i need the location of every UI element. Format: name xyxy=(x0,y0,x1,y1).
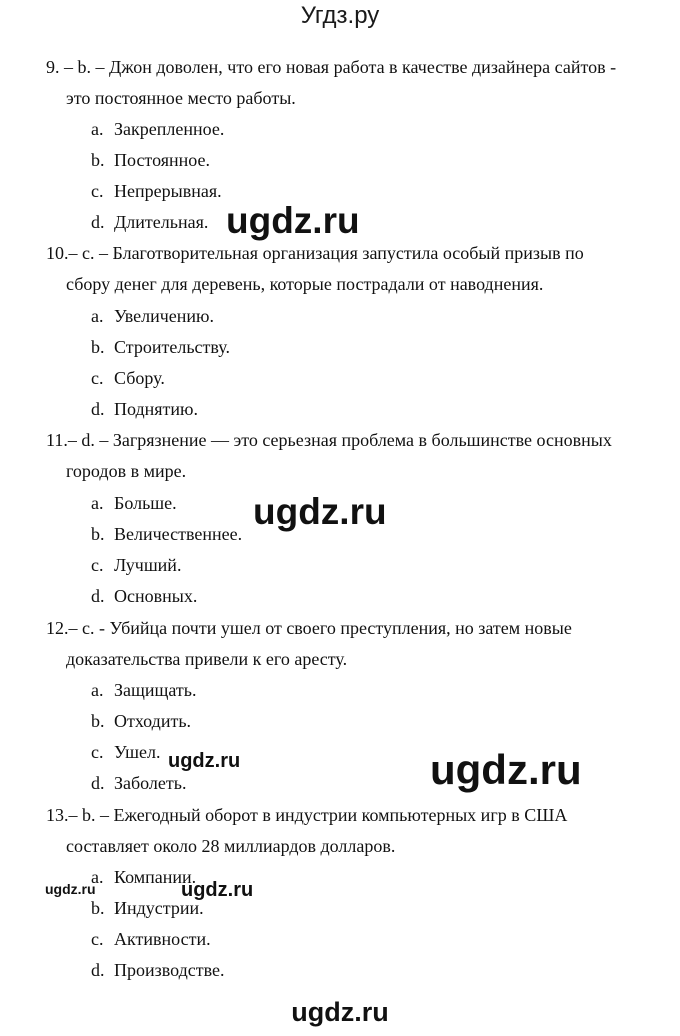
option-text: Поднятию. xyxy=(114,399,198,419)
option-text: Лучший. xyxy=(114,555,182,575)
option-item xyxy=(91,960,225,980)
option-text: Сбору. xyxy=(114,368,165,388)
question-text: 9. – b. – Джон доволен, что его новая работа в качестве дизайнера сайтов - xyxy=(46,57,617,77)
question-text: 10.– c. – Благотворительная организация запустила особый призыв по xyxy=(46,243,584,263)
page-header-site-name: Угдз.ру xyxy=(300,2,380,29)
option-letter: d. xyxy=(91,212,105,232)
option-item xyxy=(91,711,191,731)
page-footer-site-name: ugdz.ru xyxy=(291,997,389,1027)
option-item xyxy=(91,586,197,606)
question-text-continued: городов в мире. xyxy=(66,461,187,481)
option-item xyxy=(91,493,177,513)
option-item xyxy=(91,929,211,949)
watermark: ugdz.ru xyxy=(226,200,360,241)
option-text: Увеличению. xyxy=(114,306,214,326)
option-letter: d. xyxy=(91,399,105,419)
option-text: Производстве. xyxy=(114,960,225,980)
option-text: Ушел. xyxy=(114,742,161,762)
option-text: Отходить. xyxy=(114,711,192,731)
option-item xyxy=(91,337,230,357)
option-letter: c. xyxy=(91,368,104,388)
option-text: Больше. xyxy=(114,493,177,513)
option-text: Защищать. xyxy=(114,680,197,700)
option-item xyxy=(91,680,196,700)
option-item xyxy=(91,212,208,232)
option-item xyxy=(91,368,165,388)
question-text-continued: составляет около 28 миллиардов долларов. xyxy=(66,836,396,856)
option-letter: a. xyxy=(91,867,104,887)
option-letter: b. xyxy=(91,150,105,170)
watermark: ugdz.ru xyxy=(430,746,582,793)
option-text: Заболеть. xyxy=(114,773,187,793)
option-letter: a. xyxy=(91,119,104,139)
question-9 xyxy=(46,52,626,114)
option-letter: a. xyxy=(91,680,104,700)
option-text: Компании. xyxy=(114,867,197,887)
option-item xyxy=(91,119,224,139)
option-text: Непрерывная. xyxy=(114,181,222,201)
option-letter: c. xyxy=(91,181,104,201)
option-item xyxy=(91,306,214,326)
option-text: Постоянное. xyxy=(114,150,210,170)
question-text-continued: сбору денег для деревень, которые пострадали от наводнения. xyxy=(66,274,544,294)
option-item xyxy=(91,399,198,419)
option-item xyxy=(91,773,186,793)
option-letter: c. xyxy=(91,742,104,762)
option-letter: d. xyxy=(91,960,105,980)
option-item xyxy=(91,742,161,762)
option-letter: b. xyxy=(91,711,105,731)
watermark: ugdz.ru xyxy=(253,491,387,532)
option-text: Основных. xyxy=(114,586,198,606)
question-text-continued: это постоянное место работы. xyxy=(66,88,296,108)
watermark: ugdz.ru xyxy=(181,879,254,901)
question-12 xyxy=(46,613,626,675)
option-text: Активности. xyxy=(114,929,211,949)
question-11 xyxy=(46,425,626,487)
option-letter: b. xyxy=(91,898,105,918)
option-text: Закрепленное. xyxy=(114,119,225,139)
option-item xyxy=(91,150,210,170)
question-text: 11.– d. – Загрязнение — это серьезная проблема в большинстве основных xyxy=(46,430,612,450)
question-text: 13.– b. – Ежегодный оборот в индустрии компьютерных игр в США xyxy=(46,805,568,825)
question-text: 12.– c. - Убийца почти ушел от своего преступления, но затем новые xyxy=(46,618,572,638)
question-text-continued: доказательства привели к его аресту. xyxy=(66,649,348,669)
watermark: ugdz.ru xyxy=(45,881,96,897)
option-letter: b. xyxy=(91,337,105,357)
option-text: Длительная. xyxy=(114,212,209,232)
option-letter: a. xyxy=(91,493,104,513)
option-letter: a. xyxy=(91,306,104,326)
option-item xyxy=(91,524,242,544)
option-letter: c. xyxy=(91,555,104,575)
option-text: Индустрии. xyxy=(114,898,204,918)
watermark: ugdz.ru xyxy=(168,750,241,772)
option-text: Величественнее. xyxy=(114,524,243,544)
option-letter: c. xyxy=(91,929,104,949)
question-13 xyxy=(46,800,626,862)
option-letter: d. xyxy=(91,773,105,793)
option-letter: d. xyxy=(91,586,105,606)
option-item xyxy=(91,555,181,575)
option-item xyxy=(91,181,222,201)
option-letter: b. xyxy=(91,524,105,544)
question-10 xyxy=(46,238,626,300)
option-text: Строительству. xyxy=(114,337,230,357)
